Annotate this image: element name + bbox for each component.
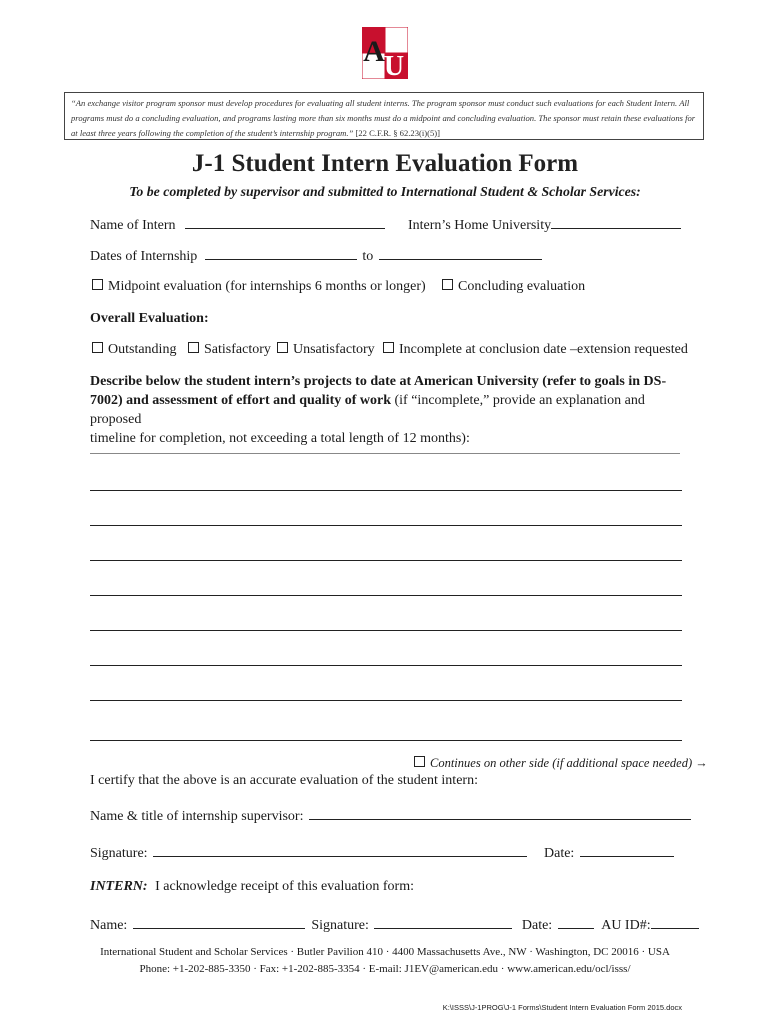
describe-line-2-normal: (if “incomplete,” provide an explanation and proposed xyxy=(90,393,645,427)
regulation-quote-text: “An exchange visitor program sponsor must develop procedures for evaluating all student interns. The program sponsor must conduct such evaluations for each Student Intern. All programs must do a concluding evaluation, and programs lasting more than six months must do a midpoint and concluding evaluation. The sponsor must retain these evaluations for at least three years following the completion of the student’s internship program.” xyxy=(71,98,696,138)
regulation-citation: [22 C.F.R. § 62.23(i)(5)] xyxy=(355,128,440,138)
continues-label: Continues on other side (if additional space needed) → xyxy=(430,756,708,770)
satisfactory-checkbox[interactable] xyxy=(188,342,199,353)
regulation-quote-box xyxy=(64,92,704,140)
midpoint-label: Midpoint evaluation (for internships 6 months or longer) xyxy=(108,279,426,294)
midpoint-checkbox[interactable] xyxy=(92,279,103,290)
satisfactory-label: Satisfactory xyxy=(204,342,271,357)
outstanding-label: Outstanding xyxy=(108,342,177,357)
writing-line[interactable] xyxy=(90,490,682,491)
page-title: J-1 Student Intern Evaluation Form xyxy=(191,150,579,177)
incomplete-checkbox[interactable] xyxy=(383,342,394,353)
rating-option-outstanding[interactable] xyxy=(92,342,176,358)
home-university-row xyxy=(408,215,681,234)
footer-address: International Student and Scholar Services · Butler Pavilion 410 · 4400 Massachusetts Ave., NW · Washington, DC 20016 · USA xyxy=(100,946,670,958)
continues-checkbox[interactable] xyxy=(414,756,425,767)
intern-signature-label: Signature: xyxy=(311,918,369,933)
intern-signature-field[interactable] xyxy=(374,915,512,929)
american-university-logo xyxy=(362,27,408,79)
intern-label: INTERN: xyxy=(90,879,148,894)
footer-contact: Phone: +1-202-885-3350 · Fax: +1-202-885-3354 · E-mail: J1EV@american.edu · www.american.edu/ocl/isss/ xyxy=(139,963,631,975)
concluding-evaluation-option[interactable] xyxy=(442,279,585,295)
writing-line[interactable] xyxy=(90,560,682,561)
svg-text:U: U xyxy=(383,51,405,79)
writing-line[interactable] xyxy=(90,453,680,454)
rating-option-satisfactory[interactable] xyxy=(188,342,271,358)
continues-other-side-option[interactable] xyxy=(414,756,708,771)
unsatisfactory-label: Unsatisfactory xyxy=(293,342,375,357)
overall-evaluation-heading: Overall Evaluation: xyxy=(90,311,209,326)
writing-line[interactable] xyxy=(90,595,682,596)
intern-ack-text: I acknowledge receipt of this evaluation form: xyxy=(155,879,414,894)
supervisor-signature-label: Signature: xyxy=(90,846,148,861)
to-label: to xyxy=(362,249,374,264)
intern-au-id-label: AU ID#: xyxy=(601,918,651,933)
start-date-field[interactable] xyxy=(205,246,357,260)
rating-option-incomplete[interactable] xyxy=(383,342,688,358)
describe-line-2-bold: 7002) and assessment of effort and quality of work xyxy=(90,393,391,408)
describe-line-1: Describe below the student intern’s projects to date at American University (refer to goals in DS- xyxy=(90,374,667,389)
home-university-field[interactable] xyxy=(551,215,681,229)
concluding-label: Concluding evaluation xyxy=(458,279,586,294)
supervisor-name-field[interactable] xyxy=(309,806,691,820)
svg-text:A: A xyxy=(363,35,385,68)
supervisor-name-row xyxy=(90,806,691,825)
supervisor-signature-row xyxy=(90,843,527,862)
home-university-label: Intern’s Home University xyxy=(408,218,552,233)
describe-line-3: timeline for completion, not exceeding a total length of 12 months): xyxy=(90,431,470,446)
supervisor-signature-field[interactable] xyxy=(153,843,527,857)
supervisor-date-row xyxy=(544,843,674,862)
dates-of-internship-label: Dates of Internship xyxy=(90,249,198,264)
supervisor-date-label: Date: xyxy=(544,846,575,861)
intern-date-label: Date: xyxy=(521,918,553,933)
name-of-intern-label: Name of Intern xyxy=(90,218,176,233)
name-of-intern-row xyxy=(90,215,385,234)
certify-statement: I certify that the above is an accurate evaluation of the student intern: xyxy=(90,773,478,788)
concluding-checkbox[interactable] xyxy=(442,279,453,290)
intern-au-id-field[interactable] xyxy=(651,915,699,929)
writing-line[interactable] xyxy=(90,665,682,666)
intern-name-field[interactable] xyxy=(133,915,305,929)
incomplete-label: Incomplete at conclusion date –extension requested xyxy=(399,342,688,357)
unsatisfactory-checkbox[interactable] xyxy=(277,342,288,353)
writing-line[interactable] xyxy=(90,630,682,631)
intern-acknowledgement xyxy=(90,879,414,895)
outstanding-checkbox[interactable] xyxy=(92,342,103,353)
intern-name-label: Name: xyxy=(90,918,128,933)
describe-line-2 xyxy=(90,391,690,429)
dates-row xyxy=(90,246,542,265)
page-subtitle: To be completed by supervisor and submitted to International Student & Scholar Services: xyxy=(129,184,641,199)
writing-line[interactable] xyxy=(90,700,682,701)
supervisor-name-label: Name & title of internship supervisor: xyxy=(90,809,304,824)
midpoint-evaluation-option[interactable] xyxy=(92,279,426,295)
intern-date-field[interactable] xyxy=(558,915,594,929)
rating-option-unsatisfactory[interactable] xyxy=(277,342,375,358)
writing-line[interactable] xyxy=(90,525,682,526)
describe-instructions xyxy=(90,372,690,448)
intern-signoff-row xyxy=(90,915,699,934)
name-of-intern-field[interactable] xyxy=(185,215,385,229)
end-date-field[interactable] xyxy=(379,246,542,260)
writing-line[interactable] xyxy=(90,740,682,741)
file-path: K:\ISSS\J-1PROG\J-1 Forms\Student Intern Evaluation Form 2015.docx xyxy=(442,1003,682,1012)
supervisor-date-field[interactable] xyxy=(580,843,674,857)
